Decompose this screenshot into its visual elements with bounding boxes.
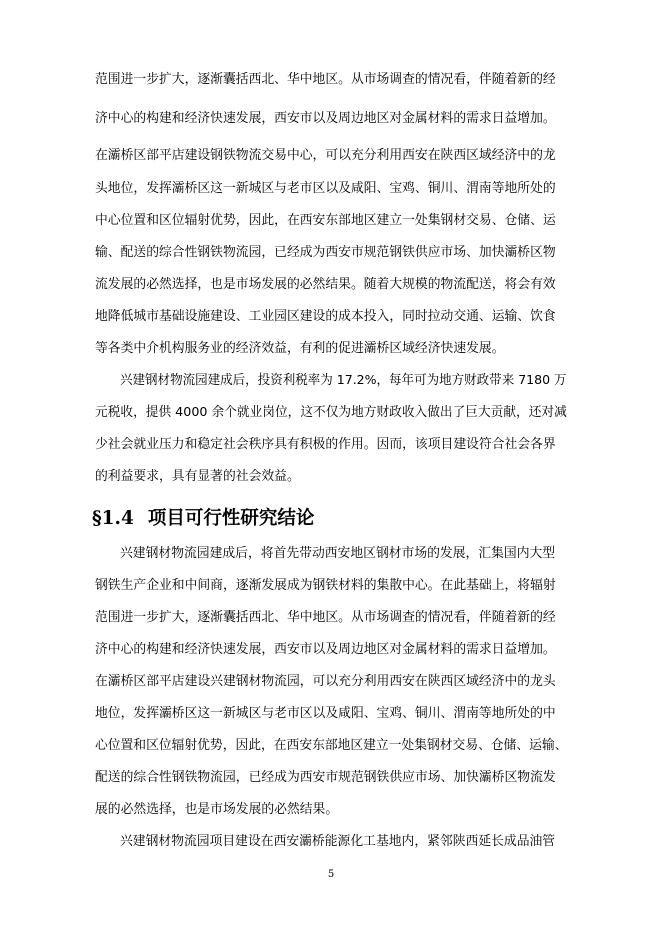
paragraph-line: 范围进一步扩大，逐渐囊括西北、华中地区。从市场调查的情况看，伴随着新的经 — [95, 610, 556, 625]
paragraph-line: 地降低城市基础设施建设、工业园区建设的成本投入，同时拉动交通、运输、饮食 — [95, 309, 556, 324]
section-title: 项目可行性研究结论 — [147, 508, 315, 529]
section-heading — [92, 507, 314, 531]
paragraph-line: 流发展的必然选择，也是市场发展的必然结果。随着大规模的物流配送，将会有效 — [95, 277, 556, 292]
paragraph-line: 中心位置和区位辐射优势，因此，在西安东部地区建立一处集钢材交易、仓储、运 — [95, 213, 556, 228]
paragraph-line: 心位置和区位辐射优势，因此，在西安东部地区建立一处集钢材交易、仓储、运输、 — [95, 738, 568, 753]
paragraph-line: 输、配送的综合性钢铁物流园，已经成为西安市规范钢铁供应市场、加快灞桥区物 — [95, 245, 556, 260]
paragraph-line: 兴建钢材物流园项目建设在西安灞桥能源化工基地内，紧邻陕西延长成品油管 — [120, 834, 556, 849]
page-number: 5 — [327, 869, 335, 880]
paragraph-line: 元税收，提供 4000 余个就业岗位，这不仅为地方财政收入做出了巨大贡献，还对减 — [95, 405, 567, 420]
section-number: §1.4 — [92, 508, 134, 529]
paragraph-line: 等各类中介机构服务业的经济效益，有利的促进灞桥区域经济快速发展。 — [95, 341, 505, 356]
paragraph-line: 地位，发挥灞桥区这一新城区与老市区以及咸阳、宝鸡、铜川、渭南等地所处的中 — [95, 706, 556, 721]
paragraph-line: 在灞桥区部平店建设钢铁物流交易中心，可以充分利用西安在陕西区域经济中的龙 — [95, 148, 556, 163]
paragraph-line: 头地位，发挥灞桥区这一新城区与老市区以及咸阳、宝鸡、铜川、渭南等地所处的 — [95, 181, 556, 196]
paragraph-line: 展的必然选择，也是市场发展的必然结果。 — [95, 802, 339, 817]
paragraph-line: 在灞桥区部平店建设兴建钢材物流园，可以充分利用西安在陕西区域经济中的龙头 — [95, 674, 556, 689]
paragraph-line: 兴建钢材物流园建成后，投资利税率为 17.2%，每年可为地方财政带来 7180 万 — [120, 373, 567, 388]
paragraph-line: 兴建钢材物流园建成后，将首先带动西安地区钢材市场的发展，汇集国内大型 — [120, 546, 556, 561]
paragraph-line: 济中心的构建和经济快速发展，西安市以及周边地区对金属材料的需求日益增加。 — [95, 642, 556, 657]
paragraph-line: 配送的综合性钢铁物流园，已经成为西安市规范钢铁供应市场、加快灞桥区物流发 — [95, 770, 556, 785]
paragraph-line: 少社会就业压力和稳定社会秩序具有积极的作用。因而，该项目建设符合社会各界 — [95, 437, 556, 452]
paragraph-line: 钢铁生产企业和中间商，逐渐发展成为钢铁材料的集散中心。在此基础上，将辐射 — [95, 578, 556, 593]
paragraph-line: 的利益要求，具有显著的社会效益。 — [95, 469, 300, 484]
paragraph-line: 范围进一步扩大，逐渐囊括西北、华中地区。从市场调查的情况看，伴随着新的经 — [95, 72, 556, 87]
paragraph-line: 济中心的构建和经济快速发展，西安市以及周边地区对金属材料的需求日益增加。 — [95, 111, 556, 126]
